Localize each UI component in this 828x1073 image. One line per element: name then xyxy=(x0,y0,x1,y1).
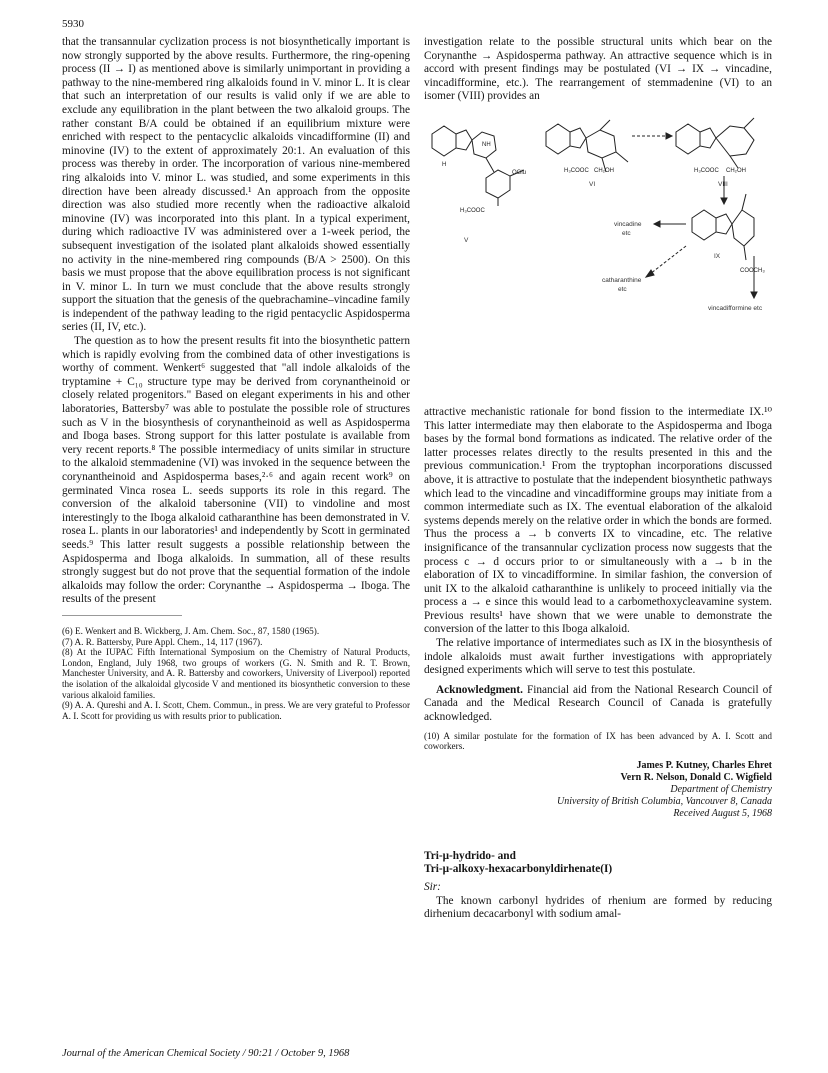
fig-text-h-v: H xyxy=(442,161,447,168)
new-article-title xyxy=(424,850,772,877)
footnotes xyxy=(62,626,410,721)
fig-text-h3cooc-v: H₃COOC xyxy=(460,207,485,214)
fig-text-nh: NH xyxy=(482,141,491,148)
received-date: Received August 5, 1968 xyxy=(673,807,772,819)
label-vincadine-etc: etc xyxy=(622,229,631,237)
authors-line-2: Vern R. Nelson, Donald C. Wigfield xyxy=(620,771,772,783)
new-title-line-2: Tri-μ-alkoxy-hexacarbonyldirhenate(I) xyxy=(424,863,613,876)
label-VIII: VIII xyxy=(718,180,728,188)
label-vincadine: vincadine xyxy=(614,220,642,228)
fig-text-h3cooc-viii: H₃COOC xyxy=(694,167,719,174)
label-IX: IX xyxy=(714,252,721,260)
right-intro: investigation relate to the possible structural units which bear on the Corynanthe → Aspidosperma pathway. An attractive sequence which is in accord with present findings may be postulated (VI → IX → vincadine, vincadifformine, etc.). The rearrangement of stemmadenine (VI) to an isomer (VIII) provides an xyxy=(424,36,772,103)
label-vincadifformine: vincadifformine etc xyxy=(708,304,763,312)
left-paragraph-2: The question as to how the present results fit into the biosynthetic pattern which is rapidly evolving from the combined data of other investigations is worthy of comment. Wenkert⁶ suggested that "all indole alkaloids of the tryptamine + C₁₀ structure type may be derived from corynantheinoid or closely related progenitors." Based on elegant experiments in his and other laboratories, Battersby⁷ was able to postulate the possible role of structures such as V in the biosynthesis of corynantheinoid as well as Aspidosperma and Iboga bases. Strong support for this latter postulate is available from very recent reports.⁸ The possible intermediacy of units similar in structure to the alkaloid stemmadenine (VI) was invoked in the sequence between the corynantheinoid and Aspidosperma bases,²·⁶ and again recent work⁹ on germinated Vinca rosea L. seeds supports its role in this regard. The conversion of the alkaloid tabersonine (VII) to vindoline and most interestingly to the Iboga alkaloid catharanthine has been demonstrated in V. rosea L. plants in our laboratories¹ and independently by Scott in germinated seeds.⁹ This latter result suggests a possible relationship between the Aspidosperma and Iboga alkaloids. In summation, all of these results strongly suggest but do not prove that the sequential formation of the indole alkaloids may follow the order: Corynanthe → Aspidosperma → Iboga. The results of the present xyxy=(62,335,410,606)
right-paragraph-1: attractive mechanistic rationale for bond fission to the intermediate IX.¹⁰ This latter intermediate may then elaborate to the Aspidosperma and Iboga bases by the formal bond formations as indicated. The relative order of the latter processes relates directly to the results presented in this and the previous communication.¹ From the tryptophan incorporations discussed above, it is attractive to postulate that the independent biosynthetic pathways which lead to the vincadine and vincadifformine groups may initiate from a common intermediate such as IX. The eventual elaboration of the alkaloid systems depends merely on the relative order in which the bonds are formed. Thus the process a → b converts IX to vincadine, etc. The relative insignificance of the transannular cyclization process now suggests that the process c → d occurs prior to or simultaneously with a → b in the elaboration of IX to vincadifformine. In similar fashion, the conversion of unit IX to the alkaloid catharanthine is unlikely to proceed initially via the process a → e since this would lead to a carbomethoxycleavamine system. Previous results¹ have shown that we were unable to demonstrate the conversion of the latter to this Iboga alkaloid. xyxy=(424,405,772,636)
journal-footer: Journal of the American Chemical Society / 90:21 / October 9, 1968 xyxy=(62,1048,350,1059)
ack-heading: Acknowledgment. xyxy=(436,683,523,696)
footnote-7: (7) A. R. Battersby, Pure Appl. Chem., 14, 117 (1967). xyxy=(62,636,263,647)
authors-line-1: James P. Kutney, Charles Ehret xyxy=(636,759,772,771)
ack-text: Financial aid from the National Research Council of Canada and the Medical Research Council of Canada is gratefully acknowledged. xyxy=(424,683,772,724)
fig-text-glu: OGlu xyxy=(512,169,527,176)
left-paragraph-1: that the transannular cyclization process is not biosynthetically important is now strongly supported by the above results. Furthermore, the ring-opening process (II → I) as mentioned above is similarly unimportant in providing a pathway to the nine-membered ring alkaloids found in V. minor L. It is clear that such an interpretation of our results is valid only if we are able to exclude any equilibration in the plant between the two alkaloid groups. The rather constant B/A could be obtained if an equilibrium mixture were enriched with respect to the pentacyclic alkaloids vincadifformine (II) and minovine (IV) to the extent of approximately 20:1. An evaluation of this process was thereby in order. The incorporation of various nine-membered ring alkaloids into V. minor L. was studied, and some experiments in this direction have been already discussed.¹ An approach from the opposite direction was also studied more recently when the radioactive alkaloid minovine (IV) was incorporated into this plant. In a typical experiment, during which radioactive IV was administered over a 1-week period, the subsequent investigation of the isolated plant alkaloids showed essentially no activity in the nine-membered ring compounds (B/A > 2500). On this basis we must propose that the above equilibration process is not significant in V. minor L. In turn we must conclude that the above results strongly support the situation that the genesis of the quebrachamine–vincadine family is independent of the pathway leading to the rigid pentacyclic Aspidosperma series (II, IV, etc.). xyxy=(62,36,410,334)
label-catharanthine: catharanthine xyxy=(602,276,642,284)
acknowledgment xyxy=(424,684,772,725)
label-V: V xyxy=(464,236,469,244)
footnote-10: (10) A similar postulate for the formation of IX has been advanced by A. I. Scott and coworkers. xyxy=(424,730,772,752)
footnote-9: (9) A. A. Qureshi and A. I. Scott, Chem. Commun., in press. We are very grateful to Professor A. I. Scott for providing us with results prior to publication. xyxy=(62,700,410,721)
page-number: 5930 xyxy=(62,18,84,30)
affiliation xyxy=(424,784,772,820)
affil-line-1: Department of Chemistry xyxy=(670,783,772,795)
new-title-line-1: Tri-μ-hydrido- and xyxy=(424,849,516,862)
fig-text-h3cooc-vi: H₃COOC xyxy=(564,167,589,174)
authors xyxy=(424,760,772,784)
label-VI: VI xyxy=(589,180,596,188)
footnote-rule xyxy=(62,615,182,616)
right-paragraph-2: The relative importance of intermediates such as IX in the biosynthesis of indole alkaloids must await further investigations with appropriately designed experiments which will serve to test this postulate. xyxy=(424,637,772,677)
fig-text-ch2oh-vi: CH₂OH xyxy=(594,167,614,174)
salutation: Sir: xyxy=(424,881,441,893)
left-column xyxy=(62,36,410,721)
right-column xyxy=(424,36,772,922)
label-catharanthine-etc: etc xyxy=(618,285,627,293)
fig-text-ch2oh-viii: CH₂OH xyxy=(726,167,746,174)
fig-text-cooch3: COOCH₃ xyxy=(740,267,765,274)
footnote-6: (6) E. Wenkert and B. Wickberg, J. Am. Chem. Soc., 87, 1580 (1965). xyxy=(62,625,320,636)
footnote-8: (8) At the IUPAC Fifth International Symposium on the Chemistry of Natural Products, London, England, July 1968, two groups of workers (G. N. Smith and R. T. Brown, Manchester University, and A. R. Battersby and coworkers, University of Liverpool) reported the isolation of the alkaloidal glycoside V and mentioned its biosynthetic conversion to these various alkaloid families. xyxy=(62,647,410,700)
affil-line-2: University of British Columbia, Vancouver 8, Canada xyxy=(557,795,772,807)
reaction-scheme-figure xyxy=(424,106,772,404)
new-article-text: The known carbonyl hydrides of rhenium are formed by reducing dirhenium decacarbonyl with sodium amal- xyxy=(424,894,772,921)
